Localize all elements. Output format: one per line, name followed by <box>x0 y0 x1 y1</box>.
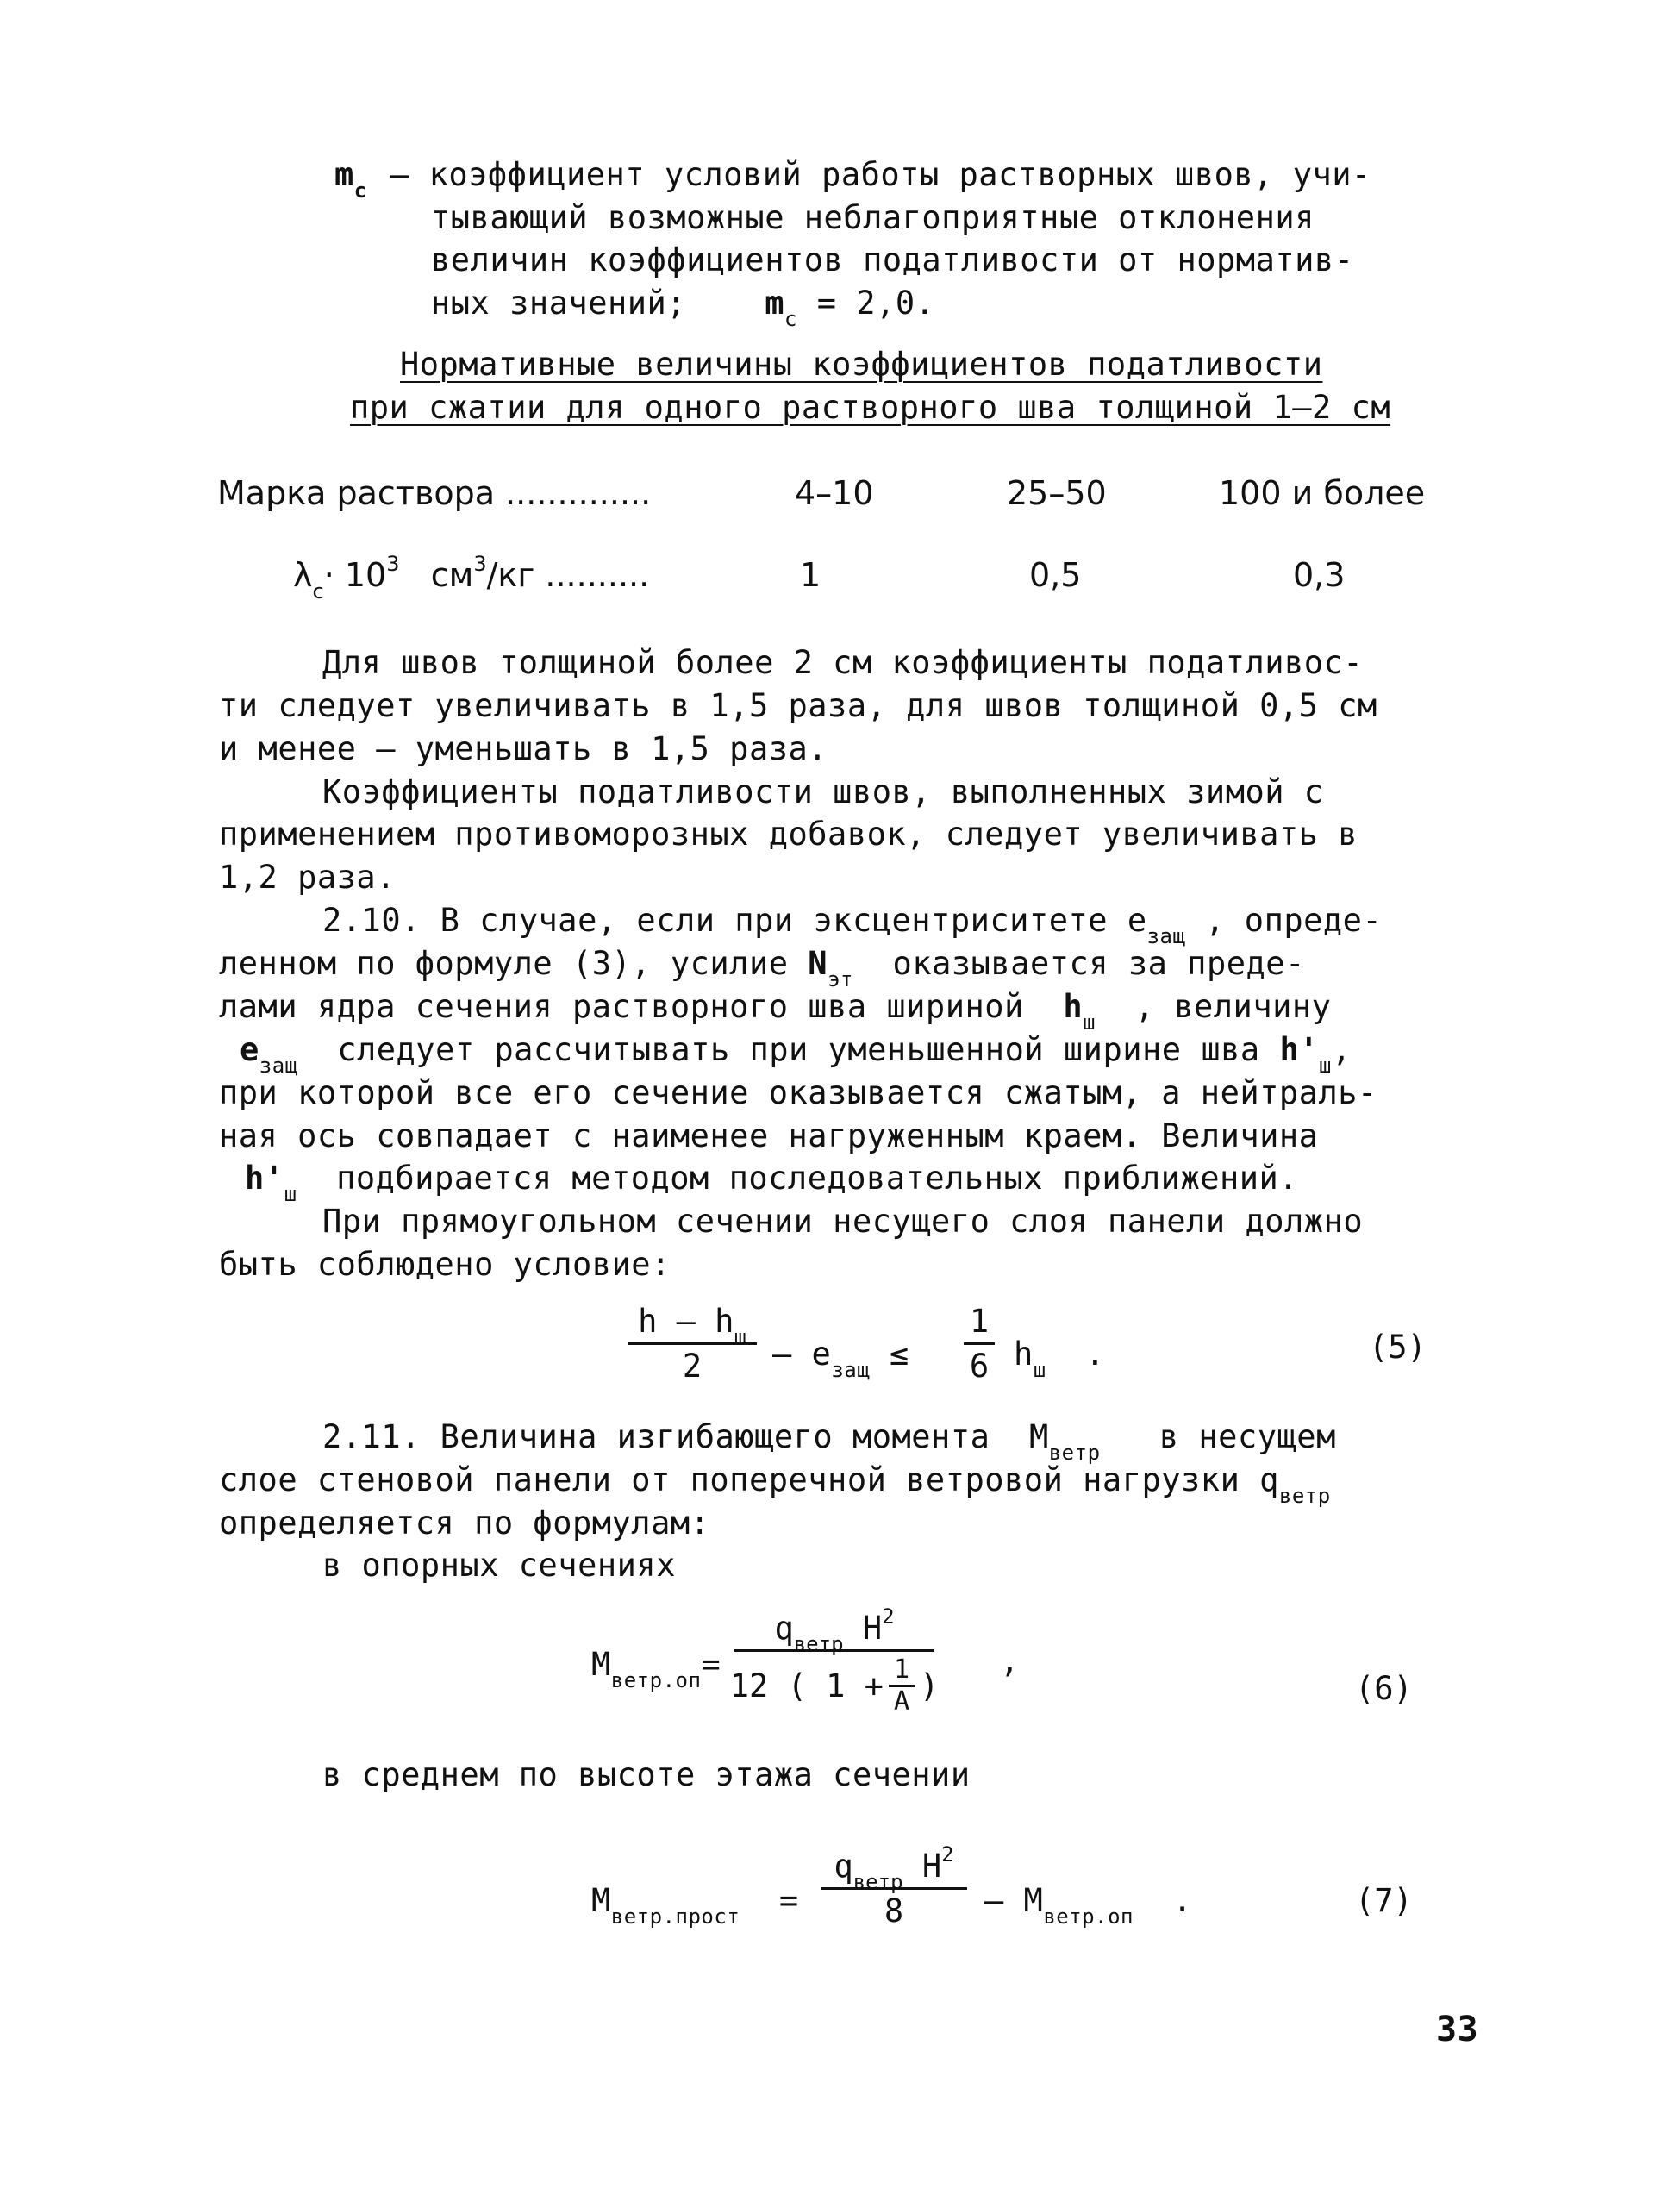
N-symbol: N <box>808 945 828 982</box>
table-row2-col2: 0,5 <box>1029 556 1082 594</box>
eq7-M: M <box>591 1882 611 1919</box>
p211-text-2a: слое стеновой панели от поперечной ветровой нагрузки <box>219 1461 1240 1498</box>
table-row2-col1: 1 <box>800 556 821 594</box>
eq5-number: (5) <box>1369 1329 1427 1366</box>
p211-line-4: в опорных сечениях <box>322 1547 676 1584</box>
eq6-H: H <box>862 1610 883 1647</box>
eq5-denominator: 2 <box>682 1348 703 1385</box>
eq5-small-fraction <box>964 1303 995 1385</box>
eq6-q: q <box>774 1610 794 1647</box>
heading-line-1: Нормативные величины коэффициентов податливости <box>400 346 1323 383</box>
p211-text-1a: 2.11. Величина изгибающего момента <box>322 1418 990 1455</box>
eq6-den-f-num: 1 <box>893 1654 909 1685</box>
para1-line-1: Для швов толщиной более 2 см коэффициенты податливос- <box>322 644 1364 681</box>
unit-a: см <box>430 556 474 594</box>
hprime-sub: ш <box>1319 1054 1332 1078</box>
mc-def-line-1 <box>390 156 1371 193</box>
eq7-M-sub: ветр.прост <box>610 1904 740 1929</box>
para1-line-3: и менее – уменьшать в 1,5 раза. <box>219 730 828 767</box>
mid-text: в среднем по высоте этажа сечении <box>322 1756 971 1793</box>
p210-line-2 <box>219 945 1305 991</box>
eq6-H-exp: 2 <box>882 1604 895 1629</box>
eq6-M: M <box>591 1646 611 1683</box>
mc-def-text-4: ных значений; <box>431 285 687 322</box>
mc-def-text-1: коэффициент условий работы растворных швов, учи- <box>428 156 1371 193</box>
heading-line-2: при сжатии для одного растворного шва толщиной 1–2 см <box>350 389 1391 426</box>
eq7-minus: – M <box>984 1882 1044 1919</box>
eq7-tail <box>984 1882 1193 1929</box>
eq6-den-f-den: A <box>893 1686 909 1717</box>
eq6-numerator <box>774 1604 895 1656</box>
eq6-comma: , <box>1000 1642 1020 1679</box>
eq5-tail <box>1014 1335 1106 1382</box>
e-sub-2: защ <box>259 1054 298 1078</box>
p210-text-2a: ленном по формуле (3), усилие <box>219 945 789 982</box>
p210-line-9: быть соблюдено условие: <box>219 1246 671 1283</box>
eq7-number: (7) <box>1355 1882 1413 1919</box>
eq7-eq: = <box>778 1882 799 1919</box>
p210-line-5: при которой все его сечение оказывается сжатым, а нейтраль- <box>219 1074 1377 1111</box>
q-symbol: q <box>1259 1461 1279 1498</box>
eq5-num-sub: ш <box>734 1325 746 1349</box>
mc-sub: c <box>353 178 367 203</box>
eq7-dot: . <box>1172 1882 1193 1919</box>
eq5-minus: – e <box>772 1335 832 1373</box>
p210-line-7 <box>245 1160 1299 1206</box>
eq5-numerator <box>638 1303 746 1349</box>
table-row2-col3: 0,3 <box>1293 556 1346 594</box>
e-symbol: e <box>1127 902 1147 939</box>
p211-line-2 <box>219 1461 1331 1508</box>
mc-m2: m <box>765 285 784 322</box>
eq6-q-sub: ветр <box>793 1632 844 1656</box>
para2-line-1: Коэффициенты податливости швов, выполненных зимой с <box>322 773 1324 810</box>
p210-line-1 <box>322 902 1383 948</box>
table-row1-col1: 4–10 <box>795 474 874 512</box>
M-symbol: M <box>1028 1418 1049 1455</box>
hprime-sub-2: ш <box>284 1182 297 1206</box>
mc-def-line-2: тывающий возможные неблагоприятные отклонения <box>431 199 1315 236</box>
p210-text-2b: оказывается за преде- <box>892 945 1305 982</box>
unit-sup: 3 <box>473 552 487 576</box>
p210-line-6: ная ось совпадает с наименее нагруженным краем. Величина <box>219 1117 1319 1154</box>
eq7-q-sub: ветр <box>852 1870 903 1894</box>
p210-text-1a: 2.10. В случае, если при эксцентриситете <box>322 902 1109 939</box>
p210-text-1b: , опреде- <box>1205 902 1383 939</box>
eq6-number: (6) <box>1355 1670 1413 1707</box>
table-row2-label <box>293 552 650 604</box>
eq7-M2-sub: ветр.оп <box>1043 1904 1134 1929</box>
page-number: 33 <box>1436 2010 1479 2049</box>
p210-text-3a: лами ядра сечения растворного шва шириной <box>219 988 1024 1025</box>
table-row1-label: Марка раствора .............. <box>217 474 652 512</box>
p210-line-8: При прямоугольном сечении несущего слоя панели должно <box>322 1203 1364 1240</box>
p211-line-1 <box>322 1418 1336 1465</box>
hprime-symbol: h' <box>1279 1031 1320 1068</box>
lambda-sub: c <box>312 579 324 604</box>
para2-line-2: применением противоморозных добавок, следует увеличивать в <box>219 816 1358 853</box>
p210-text-7b: подбирается методом последовательных приближений. <box>336 1160 1299 1197</box>
para2-line-3: 1,2 раза. <box>219 859 396 896</box>
mc-m: m <box>334 156 354 193</box>
lambda-exp: 3 <box>386 552 400 576</box>
mc-def-line-4 <box>431 285 935 331</box>
eq5-e-sub: защ <box>831 1358 871 1382</box>
eq5-le: ≤ <box>889 1335 909 1373</box>
eq7-fraction <box>821 1842 967 1929</box>
eq5-fraction <box>628 1303 757 1385</box>
eq7-lhs <box>591 1882 799 1929</box>
lambda-mid: · 10 <box>323 556 387 594</box>
p210-line-3 <box>219 988 1332 1035</box>
eq5-small-num: 1 <box>969 1303 990 1340</box>
p210-line-4 <box>240 1031 1352 1078</box>
eq6-den-b: ) <box>919 1667 940 1704</box>
eq5-num-text: h – h <box>638 1303 734 1340</box>
mc-value: = 2,0. <box>816 285 935 322</box>
eq6-fraction <box>729 1604 940 1717</box>
eq6-den-fraction <box>889 1654 915 1717</box>
eq7-H: H <box>921 1848 942 1885</box>
lambda-symbol: λ <box>293 556 313 594</box>
table-row1-col2: 25–50 <box>1007 474 1107 512</box>
eq6-den-a: 12 ( 1 + <box>729 1667 884 1704</box>
table-row1-col3: 100 и более <box>1219 474 1426 512</box>
N-sub: эт <box>828 967 853 991</box>
mc-symbol <box>334 156 367 203</box>
p211-text-1b: в несущем <box>1159 1418 1336 1455</box>
p210-text-4b: следует рассчитывать при уменьшенной ширине шва <box>337 1031 1260 1068</box>
mc-sub2: c <box>784 307 797 331</box>
eq7-q: q <box>834 1848 853 1885</box>
p211-line-3: определяется по формулам: <box>219 1504 710 1542</box>
eq6-denominator <box>729 1654 940 1717</box>
p210-text-3b: , величину <box>1134 988 1332 1025</box>
hprime-symbol-2: h' <box>245 1160 284 1197</box>
eq6-lhs <box>591 1646 721 1692</box>
unit-b: /кг .......... <box>486 556 650 594</box>
p210-text-4c: , <box>1331 1031 1352 1068</box>
eq5-small-bar <box>964 1342 995 1345</box>
eq5-h-sub: ш <box>1033 1358 1046 1382</box>
eq5-h: h <box>1014 1335 1034 1373</box>
para1-line-2: ти следует увеличивать в 1,5 раза, для швов толщиной 0,5 см <box>219 687 1377 724</box>
mc-dash: – <box>390 156 409 193</box>
q-sub: ветр <box>1278 1484 1331 1508</box>
h-sub: ш <box>1083 1010 1096 1035</box>
mc-def-line-3: величин коэффициентов податливости от норматив- <box>431 241 1354 278</box>
eq5-dot: . <box>1085 1335 1106 1373</box>
e-sub: защ <box>1146 924 1186 948</box>
e-symbol-2: e <box>240 1031 259 1068</box>
eq6-eq: = <box>701 1646 721 1683</box>
eq7-numerator <box>834 1842 954 1894</box>
h-symbol: h <box>1063 988 1084 1025</box>
eq6-M-sub: ветр.оп <box>610 1668 702 1692</box>
eq5-small-den: 6 <box>969 1348 990 1385</box>
eq5-middle <box>772 1335 909 1382</box>
eq7-denominator: 8 <box>884 1892 904 1929</box>
eq7-H-exp: 2 <box>941 1842 954 1867</box>
M-sub: ветр <box>1048 1441 1101 1465</box>
